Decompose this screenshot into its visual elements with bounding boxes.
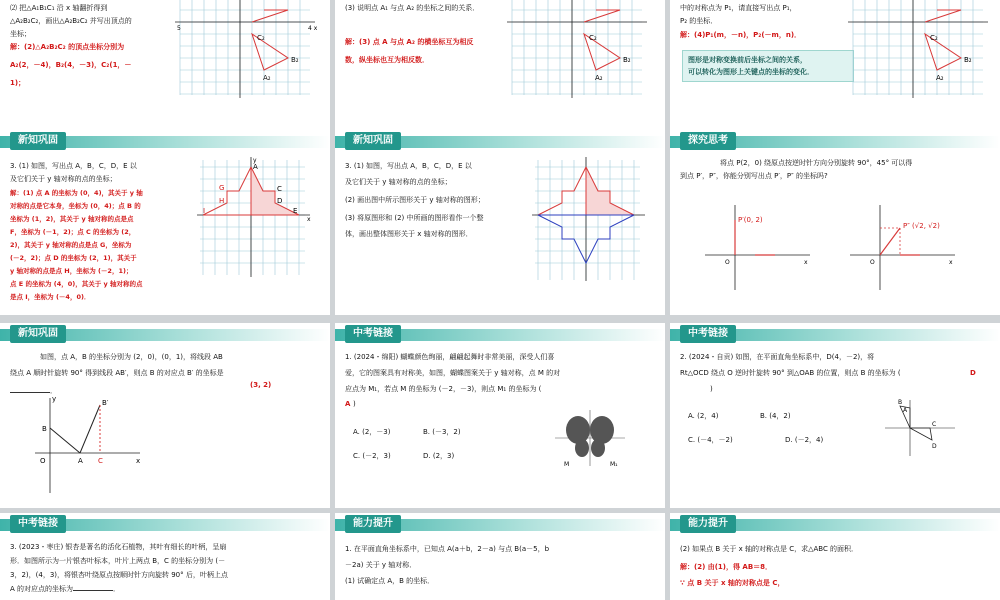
point-label: P′(0, 2) xyxy=(738,216,763,224)
slide-6[interactable] xyxy=(670,130,1000,315)
svg-text:5: 5 xyxy=(177,25,181,32)
question-text: (3) 说明点 A₁ 与点 A₂ 的坐标之间的关系． xyxy=(345,4,480,12)
svg-text:C: C xyxy=(98,457,103,465)
svg-text:B₂: B₂ xyxy=(623,56,631,64)
answer-text: 2)，其关于 y 轴对称的点是点 G，坐标为 xyxy=(10,241,132,249)
slide-9[interactable] xyxy=(670,323,1000,508)
summary-note xyxy=(682,50,854,82)
svg-text:B: B xyxy=(42,425,47,433)
slide-header xyxy=(335,323,665,346)
svg-text:A₂: A₂ xyxy=(936,74,944,82)
section-tab: 中考链接 xyxy=(345,325,401,343)
slide-10[interactable] xyxy=(0,513,330,600)
svg-text:y: y xyxy=(253,157,257,164)
question-text: －2a) 关于 y 轴对称． xyxy=(345,561,417,569)
svg-text:x: x xyxy=(136,457,141,465)
question-text: 坐标； xyxy=(10,30,31,38)
question-text: 及它们关于 y 轴对称的点的坐标； xyxy=(10,175,117,183)
svg-text:G: G xyxy=(219,184,225,192)
svg-text:E: E xyxy=(293,207,298,215)
slide-5[interactable] xyxy=(335,130,665,315)
svg-text:O: O xyxy=(40,457,46,465)
svg-text:A₂: A₂ xyxy=(595,74,603,82)
svg-text:B₂: B₂ xyxy=(291,56,299,64)
answer-text: (3, 2) xyxy=(250,381,272,389)
question-text: 到点 P′，P″，你能分别写出点 P′，P″ 的坐标吗? xyxy=(680,172,828,180)
answer-text: 是点 I，坐标为 (－4，0)． xyxy=(10,293,91,301)
svg-text:A: A xyxy=(903,407,908,414)
question-text: 3，2)，(4，3)，将银杏叶绕原点按顺时针方向旋转 90° 后，叶柄上点 xyxy=(10,571,228,579)
section-tab: 新知巩固 xyxy=(10,325,66,343)
answer-text: 解：(2)△A₂B₂C₂ 的顶点坐标分别为 xyxy=(10,43,125,51)
coordinate-grid xyxy=(507,0,657,100)
question-text: 体，画出整体图形关于 x 轴对称的图形． xyxy=(345,230,473,238)
svg-text:I: I xyxy=(203,207,206,215)
period: ． xyxy=(113,585,121,593)
section-tab: 中考链接 xyxy=(10,515,66,533)
question-text: (3) 将原图形和 (2) 中所画的图形看作一个整 xyxy=(345,214,484,222)
question-text: 2. (2024・自贡) 如图，在平面直角坐标系中，D(4，－2)，将 xyxy=(680,353,875,361)
answer-text: A₂(2，－4)，B₂(4，－3)，C₂(1，－ xyxy=(10,61,132,69)
svg-text:B: B xyxy=(898,399,903,406)
svg-text:M₁: M₁ xyxy=(610,461,618,468)
rotation-diagram-90 xyxy=(700,200,820,295)
answer-text: F，坐标为 (－1，2)；点 C 的坐标为 (2， xyxy=(10,228,136,236)
slide-11[interactable] xyxy=(335,513,665,600)
coordinate-grid xyxy=(848,0,998,100)
slide-header xyxy=(0,513,330,536)
slide-header xyxy=(0,130,330,153)
svg-text:y: y xyxy=(52,395,57,403)
question-text: 3. (1) 如图，写出点 A，B，C，D，E 以 xyxy=(345,162,472,170)
svg-text:H: H xyxy=(219,197,225,205)
question-text: (2) 如果点 B 关于 x 轴的对称点是 C，求△ABC 的面积． xyxy=(680,545,859,553)
slide-header xyxy=(670,323,1000,346)
svg-text:A: A xyxy=(253,163,258,171)
butterfly-image xyxy=(550,408,630,468)
coordinate-grid xyxy=(195,155,315,280)
answer-text: 坐标为 (1，2)，其关于 y 轴对称的点是点 xyxy=(10,215,134,223)
question-text: 应点为 M₁，若点 M 的坐标为 (－2，－3)，则点 M₁ 的坐标为 ( xyxy=(345,385,542,393)
svg-text:B′: B′ xyxy=(102,399,109,407)
option-b[interactable]: B. (4，2) xyxy=(760,412,791,420)
answer-text: 数，纵坐标也互为相反数． xyxy=(345,56,429,64)
option-d[interactable]: D. (－2，4) xyxy=(785,436,824,444)
slide-12[interactable] xyxy=(670,513,1000,600)
answer-text: (－2，2)；点 D 的坐标为 (2，1)，其关于 xyxy=(10,254,137,262)
question-text: (2) 画出图中所示图形关于 y 轴对称的图形； xyxy=(345,196,485,204)
answer-text: 解：(3) 点 A 与点 A₂ 的横坐标互为相反 xyxy=(345,38,474,46)
svg-text:M: M xyxy=(564,461,570,468)
svg-text:4 x: 4 x xyxy=(308,25,318,32)
question-text: ) xyxy=(710,385,713,393)
question-text: 形．如图所示为一片银杏叶标本，叶片上两点 B，C 的坐标分别为 (－ xyxy=(10,557,226,565)
question-text: A 的对应点的坐标为 xyxy=(10,585,74,593)
slide-header xyxy=(0,323,330,346)
svg-text:C: C xyxy=(932,421,937,428)
answer-text: 点 E 的坐标为 (4，0)，其关于 y 轴对称的点 xyxy=(10,280,143,288)
section-tab: 中考链接 xyxy=(680,325,736,343)
answer-text: A xyxy=(345,400,351,408)
option-a[interactable]: A. (2，－3) xyxy=(353,428,391,436)
point-label: P″ (√2, √2) xyxy=(903,222,940,230)
question-text: Rt△OCD 绕点 O 逆时针旋转 90° 到△OAB 的位置，则点 B 的坐标为 ( xyxy=(680,369,901,377)
svg-text:D: D xyxy=(277,197,283,205)
svg-text:A₂: A₂ xyxy=(263,74,271,82)
svg-text:C: C xyxy=(277,185,282,193)
slide-header xyxy=(335,513,665,536)
note-line: 可以转化为图形上关键点的坐标的变化． xyxy=(688,68,814,76)
note-line: 图形是对称变换前后坐标之间的关系， xyxy=(688,56,807,64)
answer-text: y 轴对称的点是点 H，坐标为 (－2，1)； xyxy=(10,267,133,275)
section-tab: 能力提升 xyxy=(345,515,401,533)
slide-4[interactable] xyxy=(0,130,330,315)
slide-8[interactable] xyxy=(335,323,665,508)
slide-header xyxy=(335,130,665,153)
slide-7[interactable] xyxy=(0,323,330,508)
option-c[interactable]: C. (－4，－2) xyxy=(688,436,733,444)
answer-text: D xyxy=(970,369,976,377)
question-text: 1. 在平面直角坐标系中，已知点 A(a＋b，2－a) 与点 B(a－5，b xyxy=(345,545,550,553)
answer-text: ∵ 点 B 关于 x 轴的对称点是 C， xyxy=(680,579,785,587)
svg-text:C₂: C₂ xyxy=(930,34,938,42)
question-text: (1) 试确定点 A，B 的坐标． xyxy=(345,577,435,585)
rotation-diagram-45 xyxy=(845,200,995,295)
svg-text:x: x xyxy=(804,259,808,266)
coordinate-grid xyxy=(175,0,325,100)
svg-text:C₂: C₂ xyxy=(257,34,265,42)
svg-text:x: x xyxy=(949,259,953,266)
section-tab: 探究思考 xyxy=(680,132,736,150)
answer-text: 解：(1) 点 A 的坐标为 (0，4)，其关于 y 轴 xyxy=(10,189,143,197)
svg-text:O: O xyxy=(870,259,875,266)
section-tab: 新知巩固 xyxy=(345,132,401,150)
question-text: ⑵ 把△A₁B₁C₁ 沿 x 轴翻折得到 xyxy=(10,4,108,12)
period: ． xyxy=(50,387,57,395)
question-text: 及它们关于 y 轴对称的点的坐标； xyxy=(345,178,452,186)
section-tab: 能力提升 xyxy=(680,515,736,533)
answer-text: 1)； xyxy=(10,79,26,87)
question-text: 中的对称点为 P₁，请直接写出点 P₁， xyxy=(680,4,797,12)
section-tab: 新知巩固 xyxy=(10,132,66,150)
option-c[interactable]: C. (－2，3) xyxy=(353,452,391,460)
question-text: 将点 P(2，0) 绕原点按逆时针方向分别旋转 90°，45° 可以得 xyxy=(720,159,913,167)
question-text: 绕点 A 顺时针旋转 90° 得到线段 AB′，则点 B 的对应点 B′ 的坐标是 xyxy=(10,369,224,377)
question-text: △A₂B₂C₂，画出△A₂B₂C₂ 并写出顶点的 xyxy=(10,17,132,25)
answer-text: 解：(2) 由(1)，得 AB＝8． xyxy=(680,563,773,571)
rotation-diagram xyxy=(30,393,150,503)
option-b[interactable]: B. (－3，2) xyxy=(423,428,461,436)
option-d[interactable]: D. (2，3) xyxy=(423,452,455,460)
question-text: 1. (2024・绵阳) 蝴蝶颜色绚丽，翩翩起舞时非常美丽，深受人们喜 xyxy=(345,353,555,361)
svg-text:x: x xyxy=(307,216,311,223)
answer-blank xyxy=(73,590,113,591)
slide-header xyxy=(670,130,1000,153)
svg-text:O: O xyxy=(725,259,730,266)
question-text: ) xyxy=(353,400,356,408)
question-text: 爱，它的图案具有对称美，如图，蝴蝶图案关于 y 轴对称，点 M 的对 xyxy=(345,369,561,377)
rotation-diagram xyxy=(880,398,960,458)
question-text: 如图，点 A，B 的坐标分别为 (2，0)，(0，1)，将线段 AB xyxy=(40,353,223,361)
question-text: P₂ 的坐标． xyxy=(680,17,718,25)
coordinate-grid xyxy=(530,155,650,285)
option-a[interactable]: A. (2，4) xyxy=(688,412,719,420)
answer-text: 解：(4)P₁(m，－n)，P₂(－m，n)． xyxy=(680,31,802,39)
slide-header xyxy=(670,513,1000,536)
svg-text:A: A xyxy=(78,457,83,465)
question-text: 3. (1) 如图，写出点 A，B，C，D，E 以 xyxy=(10,162,137,170)
svg-text:D: D xyxy=(932,443,937,450)
svg-text:B₂: B₂ xyxy=(964,56,972,64)
answer-text: 对称的点是它本身，坐标为 (0，4)；点 B 的 xyxy=(10,202,141,210)
svg-text:C₂: C₂ xyxy=(589,34,597,42)
question-text: 3. (2023・枣庄) 银杏是著名的活化石植物，其叶有细长的叶柄，呈扇 xyxy=(10,543,227,551)
